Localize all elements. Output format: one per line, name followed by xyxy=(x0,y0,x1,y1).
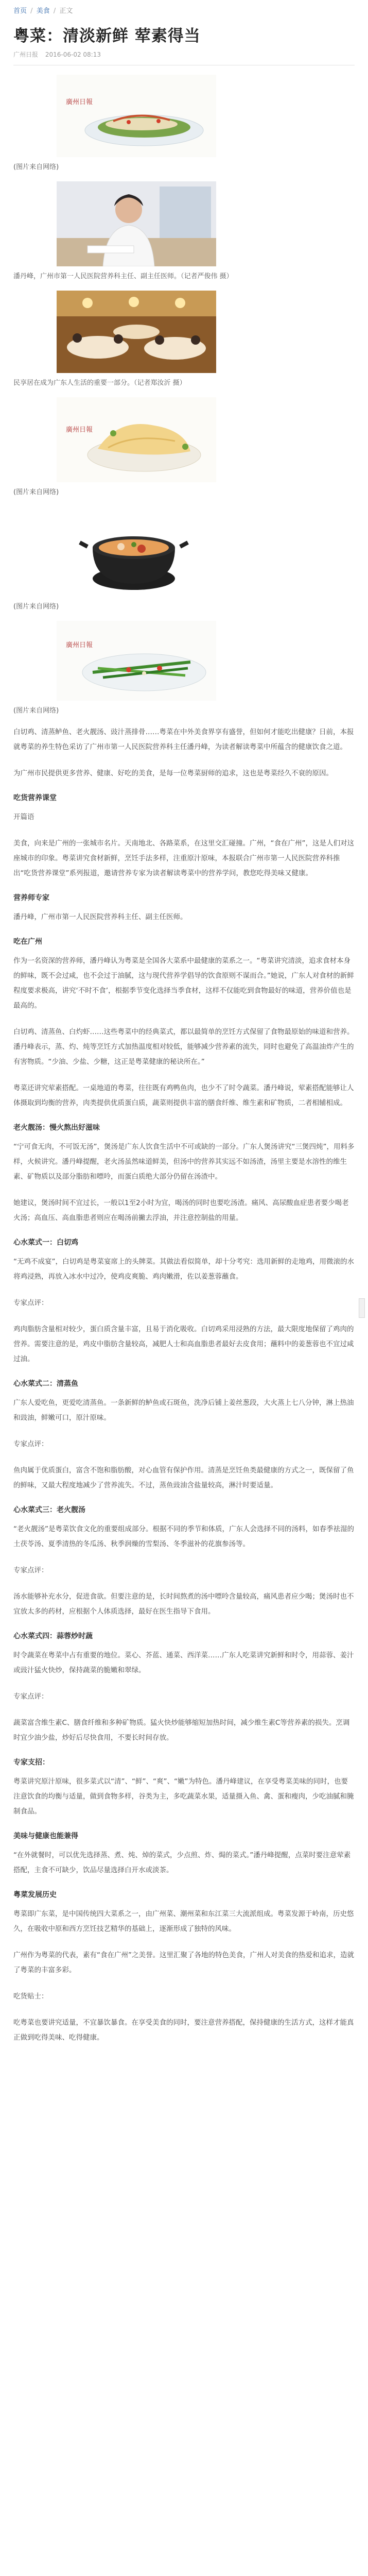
section-heading: 美味与健康也能兼得 xyxy=(13,1832,78,1840)
chicken-dish-image xyxy=(57,397,216,482)
paragraph: 专家点评： xyxy=(13,1566,48,1574)
paragraph: “无鸡不成宴”，白切鸡是粤菜宴席上的头牌菜。其做法看似简单，却十分考究：选用新鲜的走地鸡，用微滚的水将鸡浸熟，再放入冰水中过冷，使鸡皮爽脆、鸡肉嫩滑，佐以姜葱蓉蘸食。 xyxy=(13,1258,354,1281)
section-heading: 心水菜式四：蒜蓉炒时蔬 xyxy=(13,1632,93,1640)
paragraph: 白切鸡、清蒸鲈鱼、老火靓汤、豉汁蒸排骨……粤菜在中外美食界享有盛誉，但如何才能吃出健康？日前，本报就粤菜的养生特色采访了广州市第一人民医院营养科主任潘丹峰，为读者解读粤菜中所蕴含的健康饮食之道。 xyxy=(13,728,354,751)
claypot-soup-image xyxy=(57,506,216,597)
newspaper-signature: 廣州日報 xyxy=(66,641,93,649)
paragraph: 蔬菜富含维生素C、膳食纤维和多种矿物质。猛火快炒能够缩短加热时间，减少维生素C等营养素的损失。烹调时宜少油少盐，炒好后尽快食用，不要长时间存放。 xyxy=(13,1719,350,1742)
paragraph: 鸡肉脂肪含量相对较少，蛋白质含量丰富，且易于消化吸收。白切鸡采用浸熟的方法，最大限度地保留了鸡肉的营养。需要注意的是，鸡皮中脂肪含量较高，减肥人士和高血脂患者最好去皮食用；蘸料中的姜葱蓉也不宜过咸过油。 xyxy=(13,1325,354,1363)
figure-greens-photo xyxy=(57,621,216,701)
paragraph: 粤菜还讲究荤素搭配。一桌地道的粤菜，往往既有鸡鸭鱼肉，也少不了时令蔬菜。潘丹峰说，荤素搭配能够让人体摄取到均衡的营养，肉类提供优质蛋白质，蔬菜则提供丰富的膳食纤维、维生素和矿物质，二者相辅相成。 xyxy=(13,1084,354,1107)
scroll-marker xyxy=(359,1298,365,1318)
paragraph: 吃货贴士： xyxy=(13,1992,48,2001)
figure-caption: (图片来自网络) xyxy=(13,707,59,715)
paragraph: “在外就餐时，可以优先选择蒸、煮、炖、焯的菜式，少点煎、炸、焗的菜式。”潘丹峰提醒，点菜时要注意荤素搭配，主食不可缺少，饮品尽量选择白开水或淡茶。 xyxy=(13,1851,351,1874)
breadcrumb-current: 正文 xyxy=(59,7,73,15)
paragraph: 潘丹峰，广州市第一人民医院营养科主任、副主任医师。 xyxy=(13,913,187,921)
figure-caption: (图片来自网络) xyxy=(13,603,59,611)
newspaper-signature: 廣州日報 xyxy=(66,426,93,434)
paragraph: 粤菜即广东菜，是中国传统四大菜系之一，由广州菜、潮州菜和东江菜三大流派组成。粤菜发源于岭南，历史悠久，在吸收中原和西方烹饪技艺精华的基础上，逐渐形成了独特的风味。 xyxy=(13,1910,354,1933)
paragraph: 粤菜讲究原汁原味，很多菜式以“清”、“鲜”、“爽”、“嫩”为特色。潘丹峰建议，在享受粤菜美味的同时，也要注意饮食的均衡与适量，做到食物多样，谷类为主，多吃蔬菜水果，适量摄入鱼、禽、蛋和瘦肉，少吃油腻和腌制食品。 xyxy=(13,1777,354,1816)
section-heading: 营养师专家 xyxy=(13,894,49,902)
section-heading: 老火靓汤：慢火熬出好滋味 xyxy=(13,1124,100,1132)
paragraph: 广东人爱吃鱼，更爱吃清蒸鱼。一条新鲜的鲈鱼或石斑鱼，洗净后铺上姜丝葱段，大火蒸上七八分钟，淋上热油和豉油，鲜嫩可口，原汁原味。 xyxy=(13,1399,354,1422)
section-heading: 心水菜式三：老火靓汤 xyxy=(13,1506,85,1514)
breadcrumb xyxy=(13,0,355,15)
article-source: 广州日报 xyxy=(13,51,39,58)
figure-chicken-photo xyxy=(57,397,216,482)
paragraph: 吃粤菜也要讲究适量，不宜暴饮暴食。在享受美食的同时，要注意营养搭配，保持健康的生活方式，这样才能真正做到吃得美味、吃得健康。 xyxy=(13,2019,354,2042)
section-heading: 吃货营养课堂 xyxy=(13,794,57,802)
section-heading: 专家支招： xyxy=(13,1758,49,1767)
newspaper-signature: 廣州日報 xyxy=(66,98,93,106)
paragraph: 美食，向来是广州的一张城市名片。天南地北、各路菜系，在这里交汇碰撞。广州，“食在广州”，这是人们对这座城市的印象。粤菜讲究食材新鲜，烹饪手法多样，注重原汁原味，本报联合广州市第一人民医院营养科推出“吃货营养课堂”系列报道，邀请营养专家为读者解读粤菜中的营养学问，教您吃得美味又健康。 xyxy=(13,839,354,877)
figure-caption: (图片来自网络) xyxy=(13,488,59,496)
paragraph: “宁可食无肉，不可饭无汤”，煲汤是广东人饮食生活中不可或缺的一部分。广东人煲汤讲究“三煲四炖”，用料多样，火候讲究。潘丹峰提醒，老火汤虽然味道鲜美，但汤中的营养其实远不如汤渣，汤里主要是水溶性的维生素、矿物质以及部分脂肪和嘌呤，而蛋白质绝大部分仍留在汤渣中。 xyxy=(13,1143,355,1181)
paragraph: 鱼肉属于优质蛋白，富含不饱和脂肪酸，对心血管有保护作用。清蒸是烹饪鱼类最健康的方式之一，既保留了鱼的鲜味，又最大程度地减少了营养流失。不过，蒸鱼豉油含盐量较高，淋汁时要适量。 xyxy=(13,1466,354,1489)
paragraph: 她建议，煲汤时间不宜过长，一般以1至2小时为宜，喝汤的同时也要吃汤渣。痛风、高尿酸血症患者要少喝老火汤；高血压、高血脂患者则应在喝汤前撇去浮油，并注意控制盐的用量。 xyxy=(13,1199,349,1222)
article-meta xyxy=(13,50,355,65)
section-heading: 粤菜发展历史 xyxy=(13,1891,57,1899)
breadcrumb-separator: / xyxy=(53,7,56,15)
paragraph: 专家点评： xyxy=(13,1440,48,1448)
paragraph: 开篇语 xyxy=(13,813,34,821)
section-heading: 心水菜式一：白切鸡 xyxy=(13,1239,78,1247)
paragraph: 作为一名资深的营养师，潘丹峰认为粤菜是全国各大菜系中最健康的菜系之一。“粤菜讲究清淡，追求食材本身的鲜味，既不会过咸，也不会过于油腻，这与现代营养学倡导的饮食原则不谋而合。”她说，广东人对食材的新鲜程度要求极高，讲究‘不时不食’，根据季节变化选择当季食材，这样不仅能吃到食物最好的味道，营养价值也是最高的。 xyxy=(13,957,354,1010)
figure-caption: 潘丹峰，广州市第一人民医院营养科主任、副主任医师。（记者严俊伟 摄） xyxy=(13,273,233,280)
section-heading: 心水菜式二：清蒸鱼 xyxy=(13,1380,78,1388)
paragraph: 白切鸡、清蒸鱼、白灼虾……这些粤菜中的经典菜式，都以最简单的烹饪方式保留了食物最原始的味道和营养。潘丹峰表示，蒸、灼、炖等烹饪方式加热温度相对较低，能够减少营养素的流失，同时也避免了高温油炸产生的有害物质。“少油、少盐、少糖，这正是粤菜健康的秘诀所在。” xyxy=(13,1028,354,1066)
figure-portrait-photo xyxy=(57,181,216,266)
breadcrumb-food-link[interactable]: 美食 xyxy=(36,7,50,15)
figure-caption: 民享居在成为广东人生活的重要一部分。（记者郑汝沂 摄） xyxy=(13,379,186,387)
paragraph: 广州作为粤菜的代表，素有“食在广州”之美誉。这里汇聚了各地的特色美食，广州人对美食的热爱和追求，造就了粤菜的丰富多彩。 xyxy=(13,1951,354,1974)
breadcrumb-home-link[interactable]: 首页 xyxy=(13,7,27,15)
article-body xyxy=(13,725,355,2045)
paragraph: 专家点评： xyxy=(13,1299,48,1307)
figure-caption: (图片来自网络) xyxy=(13,163,59,171)
figure-dish-photo xyxy=(57,75,216,157)
paragraph: 汤水能够补充水分，促进食欲。但要注意的是，长时间熬煮的汤中嘌呤含量较高，痛风患者应少喝；煲汤时也不宜放太多的药材，应根据个人体质选择，最好在医生指导下食用。 xyxy=(13,1592,354,1616)
paragraph: 为广州市民提供更多营养、健康、好吃的美食，是每一位粤菜厨师的追求，这也是粤菜经久不衰的原因。 xyxy=(13,769,333,777)
section-heading: 吃在广州 xyxy=(13,938,42,946)
banquet-hall-image xyxy=(57,291,216,373)
paragraph: 专家点评： xyxy=(13,1692,48,1701)
expert-portrait-image xyxy=(57,181,216,266)
article-date: 2016-06-02 08:13 xyxy=(45,51,101,58)
figure-banquet-photo xyxy=(57,291,216,373)
article-title: 粤菜：清淡新鲜 荤素得当 xyxy=(13,27,201,45)
paragraph: 时令蔬菜在粤菜中占有重要的地位。菜心、芥蓝、通菜、西洋菜……广东人吃菜讲究新鲜和时令，用蒜蓉、姜汁或豉汁猛火快炒，保持蔬菜的脆嫩和翠绿。 xyxy=(13,1651,354,1674)
paragraph: “老火靓汤”是粤菜饮食文化的重要组成部分。根据不同的季节和体质，广东人会选择不同的汤料，如春季祛湿的土茯苓汤、夏季清热的冬瓜汤、秋季润燥的雪梨汤、冬季滋补的花旗参汤等。 xyxy=(13,1525,354,1548)
figure-claypot-photo xyxy=(57,506,216,597)
breadcrumb-separator: / xyxy=(30,7,33,15)
dish-photo-image xyxy=(57,75,216,157)
greens-dish-image xyxy=(57,621,216,701)
